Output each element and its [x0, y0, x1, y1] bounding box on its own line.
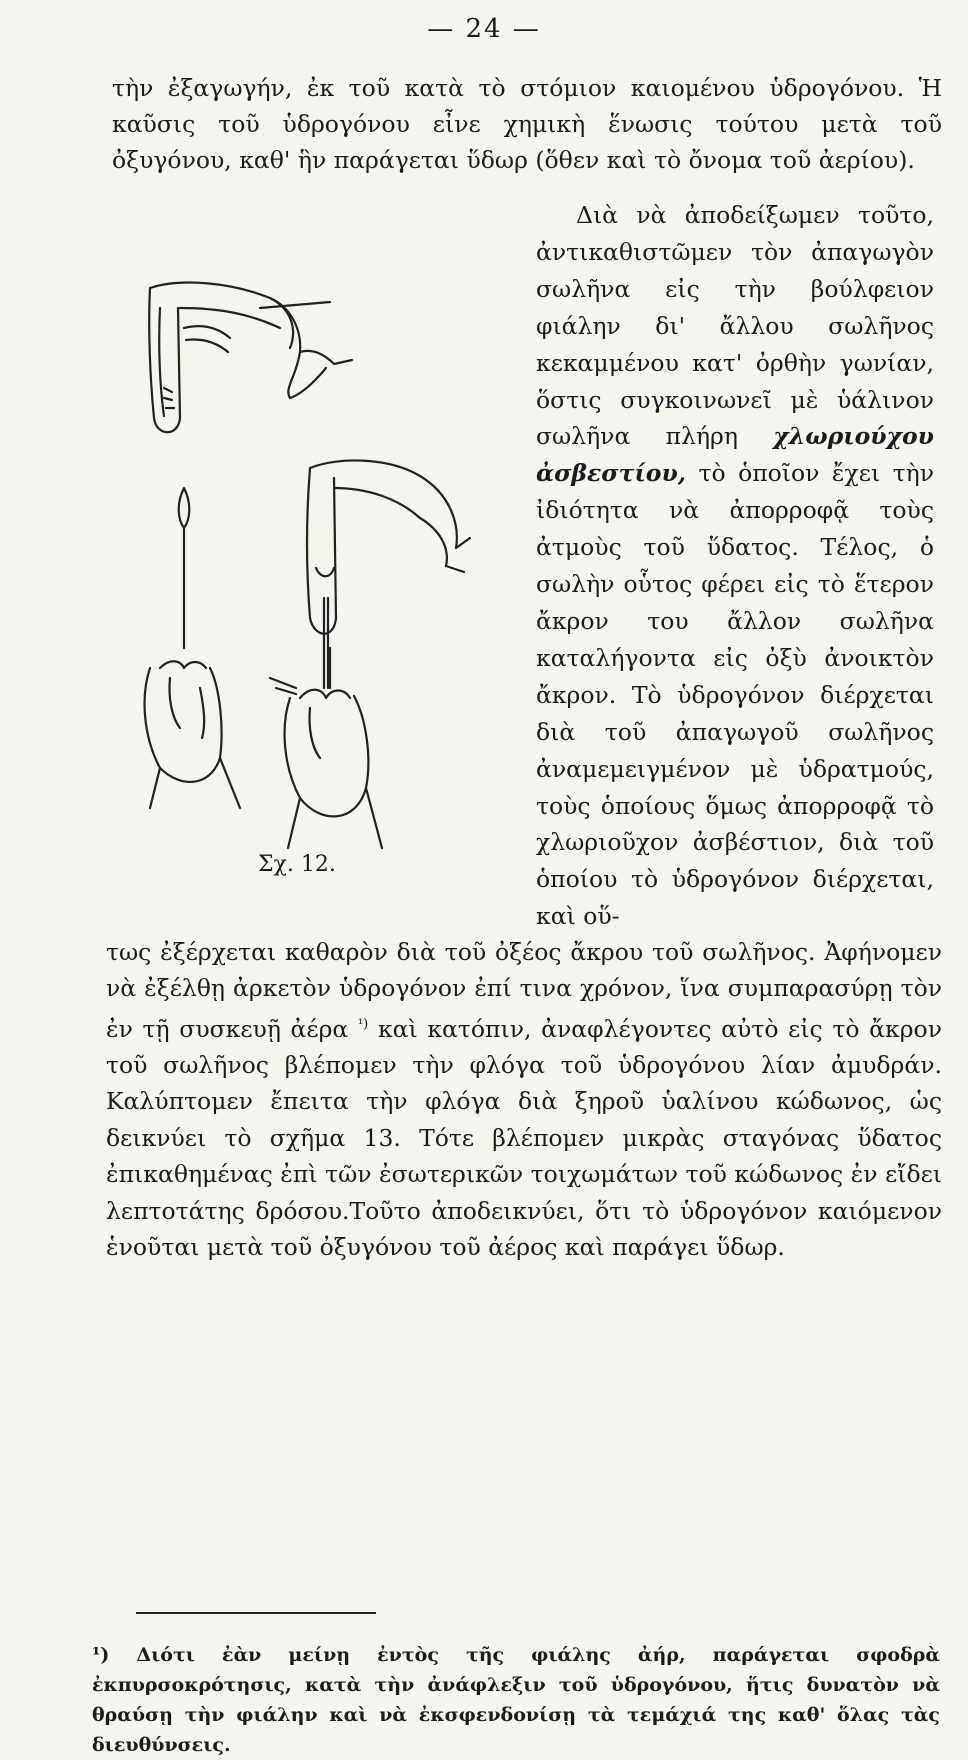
bottom-paragraph-b: καὶ κατόπιν, ἀναφλέγοντες αὐτὸ εἰς τὸ ἄκρον τοῦ σωλῆνος βλέπομεν τὴν φλόγα τοῦ ὑδρογόνου λίαν ἀμυδράν. Καλύπτομεν ἔπειτα τὴν φλόγα διὰ ξηροῦ ὑαλίνου κώδωνος, ὡς δεικνύει τὸ σχῆμα 13. Τότε βλέπομεν μικρὰς σταγόνας ὕδατος ἐπικαθημένας ἐπὶ τῶν ἐσωτερικῶν τοιχωμάτων τοῦ κώδωνος ἐν εἴδει λεπτοτάτης δρόσου.Τοῦτο ἀποδεικνύει, ὅτι τὸ ὑδρογόνον καιόμενον ἑνοῦται μετὰ τοῦ ὀξυγόνου τοῦ ἀέρος καὶ παράγει ὕδωρ.	[106, 1014, 942, 1262]
footnote-text: Διότι ἐὰν μείνῃ ἐντὸς τῆς φιάλης ἀήρ, παράγεται σφοδρὰ ἐκπυρσοκρότησις, κατὰ τὴν ἀνάφλεξιν τοῦ ὑδρογόνου, ἥτις δυνατὸν νὰ θραύσῃ τὴν φιάλην καὶ νὰ ἐκσφενδονίσῃ τὰ τεμάχιά της καθ' ὅλας τὰς διευθύνσεις.	[92, 1644, 940, 1756]
bottom-paragraph	[106, 934, 942, 1265]
emphasis-calcium-chloride: χλωριούχου ἀσβεστίου,	[536, 422, 934, 488]
bottom-paragraph-a: τως ἐξέρχεται καθαρὸν διὰ τοῦ ὀξέος ἄκρου τοῦ σωλῆνος. Ἀφήνομεν νὰ ἐξέλθῃ ἀρκετὸν ὑδρογόνον ἐπί τινα χρόνον, ἵνα συμπαρασύρῃ τὸν ἐν τῇ συσκευῇ ἀέρα	[106, 938, 942, 1043]
footnote-divider	[136, 1612, 376, 1614]
footnote	[92, 1640, 940, 1760]
side-paragraph-a-text: Διὰ νὰ ἀποδείξωμεν τοῦτο, ἀντικαθιστῶμεν τὸν ἀπαγωγὸν σωλῆνα εἰς τὴν βούλφειον φιάλην δι' ἄλλου σωλῆνος κεκαμμένου κατ' ὀρθὴν γωνίαν, ὅστις συγκοινωνεῖ μὲ ὑάλινον σωλῆνα πλήρη	[536, 201, 934, 451]
figure-caption: Σχ. 12.	[258, 852, 336, 877]
footnote-marker: ¹)	[92, 1644, 110, 1666]
lower-right-hand	[270, 648, 382, 848]
side-paragraph-a	[536, 197, 934, 935]
taper-flame	[179, 488, 190, 648]
upper-hand-with-tube	[149, 283, 352, 433]
middle-hand-with-tube	[307, 460, 470, 688]
figure-12-illustration	[120, 268, 520, 888]
page-number: — 24 —	[427, 14, 541, 44]
side-paragraph	[536, 197, 934, 935]
lower-left-hand	[145, 661, 240, 808]
footnote-reference[interactable]: ¹)	[357, 1016, 369, 1032]
figure-12-drawing	[120, 268, 520, 888]
top-paragraph: τὴν ἐξαγωγήν, ἐκ τοῦ κατὰ τὸ στόμιον καιομένου ὑδρογόνου. Ἡ καῦσις τοῦ ὑδρογόνου εἶνε χημικὴ ἕνωσις τούτου μετὰ τοῦ ὀξυγόνου, καθ' ἣν παράγεται ὕδωρ (ὅθεν καὶ τὸ ὄνομα τοῦ ἀερίου).	[112, 74, 942, 174]
side-paragraph-b: τὸ ὁποῖον ἔχει τὴν ἰδιότητα νὰ ἀπορροφᾷ τοὺς ἀτμοὺς τοῦ ὕδατος. Τέλος, ὁ σωλὴν οὗτος φέρει εἰς τὸ ἕτερον ἄκρον του ἄλλον σωλῆνα καταλήγοντα εἰς ὀξὺ ἀνοικτὸν ἄκρον. Τὸ ὑδρογόνον διέρχεται διὰ τοῦ ἀπαγωγοῦ σωλῆνος ἀναμεμειγμένον μὲ ὑδρατμούς, τοὺς ὁποίους ὅμως ἀπορροφᾷ τὸ χλωριοῦχον ἀσβέστιον, διὰ τοῦ ὁποίου τὸ ὑδρογόνον διέρχεται, καὶ οὕ-	[536, 459, 934, 931]
